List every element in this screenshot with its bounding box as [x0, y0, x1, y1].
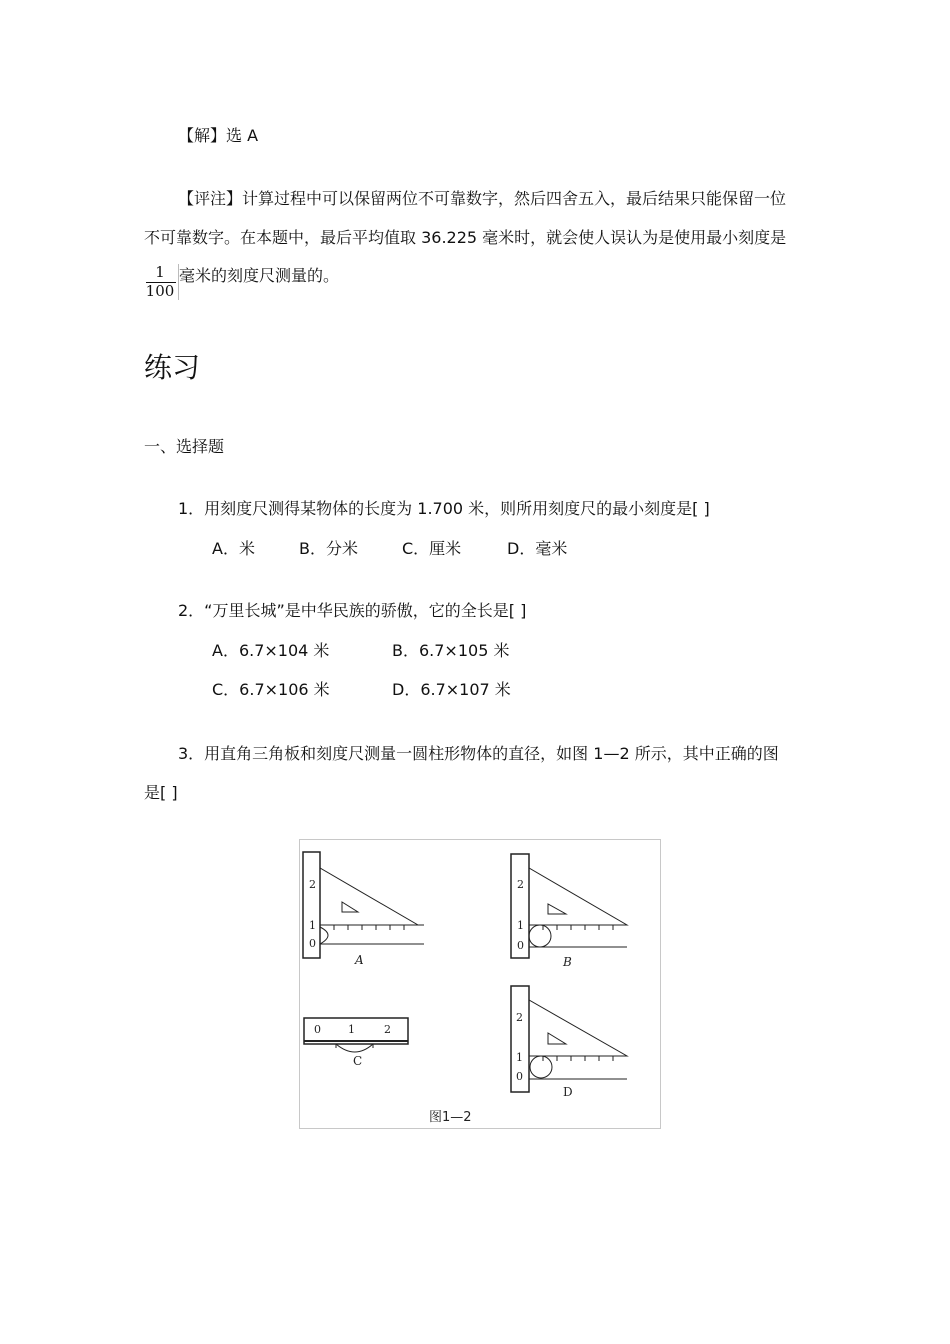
figure-panel-b — [511, 854, 627, 969]
figure-panel-a — [303, 852, 424, 967]
panel-a-tick-1: 1 — [309, 919, 316, 932]
panel-b-tick-0: 0 — [517, 939, 524, 952]
solution-line: 【解】选 A — [178, 126, 259, 145]
panel-d-label: D — [563, 1085, 573, 1099]
figure-panel-d — [511, 986, 627, 1099]
comment-line-3: 毫米的刻度尺测量的。 — [179, 266, 340, 285]
panel-d-tick-0: 0 — [516, 1070, 523, 1083]
question-1-stem: 1．用刻度尺测得某物体的长度为 1.700 米，则所用刻度尺的最小刻度是[ ] — [178, 499, 710, 518]
figure-caption: 图1—2 — [429, 1110, 472, 1125]
panel-a-tick-0: 0 — [309, 937, 316, 950]
comment-line-2: 不可靠数字。在本题中，最后平均值取 36.225 毫米时，就会使人误认为是使用最小刻度是 — [144, 228, 787, 247]
question-1-option-b: B．分米 — [299, 539, 358, 558]
panel-c-tick-0: 0 — [314, 1023, 321, 1036]
question-2-option-c: C．6.7×106 米 — [212, 680, 330, 699]
panel-a-label: A — [355, 953, 364, 967]
panel-b-tick-2: 2 — [517, 878, 524, 891]
question-3-stem-line-2: 是[ ] — [144, 783, 178, 802]
panel-d-tick-2: 2 — [516, 1011, 523, 1024]
panel-b-label: B — [563, 955, 572, 969]
panel-c-tick-1: 1 — [348, 1023, 355, 1036]
question-2-option-b: B．6.7×105 米 — [392, 641, 510, 660]
panel-b-tick-1: 1 — [517, 919, 524, 932]
fraction-denominator: 100 — [145, 282, 175, 300]
figure-panel-c — [304, 1018, 408, 1068]
question-2-stem: 2．“万里长城”是中华民族的骄傲，它的全长是[ ] — [178, 601, 527, 620]
panel-c-tick-2: 2 — [384, 1023, 391, 1036]
question-3-stem-line-1: 3．用直角三角板和刻度尺测量一圆柱形物体的直径，如图 1—2 所示，其中正确的图 — [178, 744, 779, 763]
question-1-option-c: C．厘米 — [402, 539, 462, 558]
question-1-option-a: A．米 — [212, 539, 255, 558]
panel-c-label: C — [353, 1054, 363, 1068]
figure-1-2 — [299, 839, 661, 1129]
question-2-option-a: A．6.7×104 米 — [212, 641, 330, 660]
fraction — [144, 264, 179, 300]
section-title: 练习 — [144, 351, 201, 384]
question-1-option-d: D．毫米 — [507, 539, 568, 558]
part-title: 一、选择题 — [144, 437, 225, 456]
comment-line-1: 【评注】计算过程中可以保留两位不可靠数字，然后四舍五入，最后结果只能保留一位 — [178, 189, 787, 208]
question-2-option-d: D．6.7×107 米 — [392, 680, 511, 699]
panel-a-tick-2: 2 — [309, 878, 316, 891]
panel-d-tick-1: 1 — [516, 1051, 523, 1064]
fraction-numerator: 1 — [155, 263, 165, 281]
